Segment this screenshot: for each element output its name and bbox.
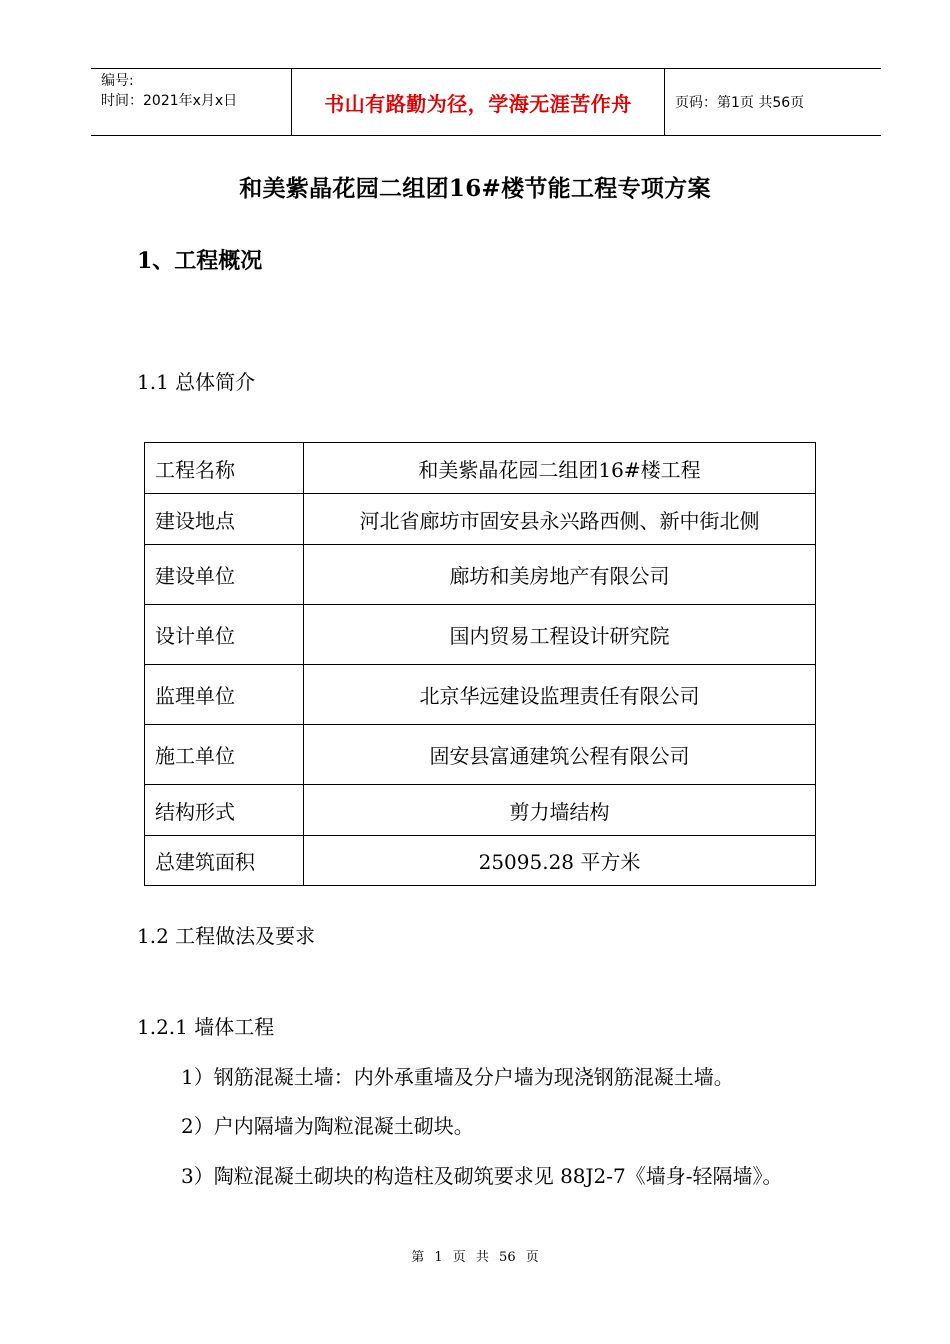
row-value: 廊坊和美房地产有限公司 xyxy=(304,545,816,605)
time-text: 时间：2021年x月x日 xyxy=(101,93,238,109)
row-label: 工程名称 xyxy=(145,443,304,494)
table-row xyxy=(145,494,816,545)
document-title: 和美紫晶花园二组团16#楼节能工程专项方案 xyxy=(239,175,711,202)
header-meta xyxy=(91,69,292,135)
table-row xyxy=(145,545,816,605)
list-item: 1）钢筋混凝土墙：内外承重墙及分户墙为现浇钢筋混凝土墙。 xyxy=(181,1065,734,1089)
header-motto: 书山有路勤为径，学海无涯苦作舟 xyxy=(292,69,665,135)
section-heading-1-2-1: 1.2.1 墙体工程 xyxy=(137,1015,275,1039)
row-label: 监理单位 xyxy=(145,665,304,725)
project-info-table xyxy=(144,442,816,886)
row-label: 总建筑面积 xyxy=(145,836,304,886)
table-row xyxy=(145,836,816,886)
row-value: 国内贸易工程设计研究院 xyxy=(304,605,816,665)
list-item: 2）户内隔墙为陶粒混凝土砌块。 xyxy=(181,1114,474,1138)
table-row xyxy=(145,605,816,665)
row-value: 25095.28 平方米 xyxy=(304,836,816,886)
header-page-info: 页码：第1页 共56页 xyxy=(675,95,805,111)
row-value: 和美紫晶花园二组团16#楼工程 xyxy=(304,443,816,494)
table-row xyxy=(145,665,816,725)
section-heading-1-1: 1.1 总体简介 xyxy=(137,370,256,394)
number-label: 编号: xyxy=(101,73,134,89)
list-item: 3）陶粒混凝土砌块的构造柱及砌筑要求见 88J2-7《墙身-轻隔墙》。 xyxy=(181,1164,783,1188)
section-heading-1: 1、工程概况 xyxy=(137,248,263,274)
row-value: 河北省廊坊市固安县永兴路西侧、新中街北侧 xyxy=(304,494,816,545)
row-value: 固安县富通建筑公程有限公司 xyxy=(304,725,816,785)
section-heading-1-2: 1.2 工程做法及要求 xyxy=(137,924,316,948)
row-label: 设计单位 xyxy=(145,605,304,665)
table-row xyxy=(145,725,816,785)
page-footer: 第 1 页 共 56 页 xyxy=(411,1250,539,1265)
row-label: 建设单位 xyxy=(145,545,304,605)
page-header xyxy=(91,68,881,136)
table-row xyxy=(145,443,816,494)
row-label: 施工单位 xyxy=(145,725,304,785)
row-label: 建设地点 xyxy=(145,494,304,545)
row-value: 北京华远建设监理责任有限公司 xyxy=(304,665,816,725)
row-value: 剪力墙结构 xyxy=(304,785,816,836)
table-row xyxy=(145,785,816,836)
row-label: 结构形式 xyxy=(145,785,304,836)
